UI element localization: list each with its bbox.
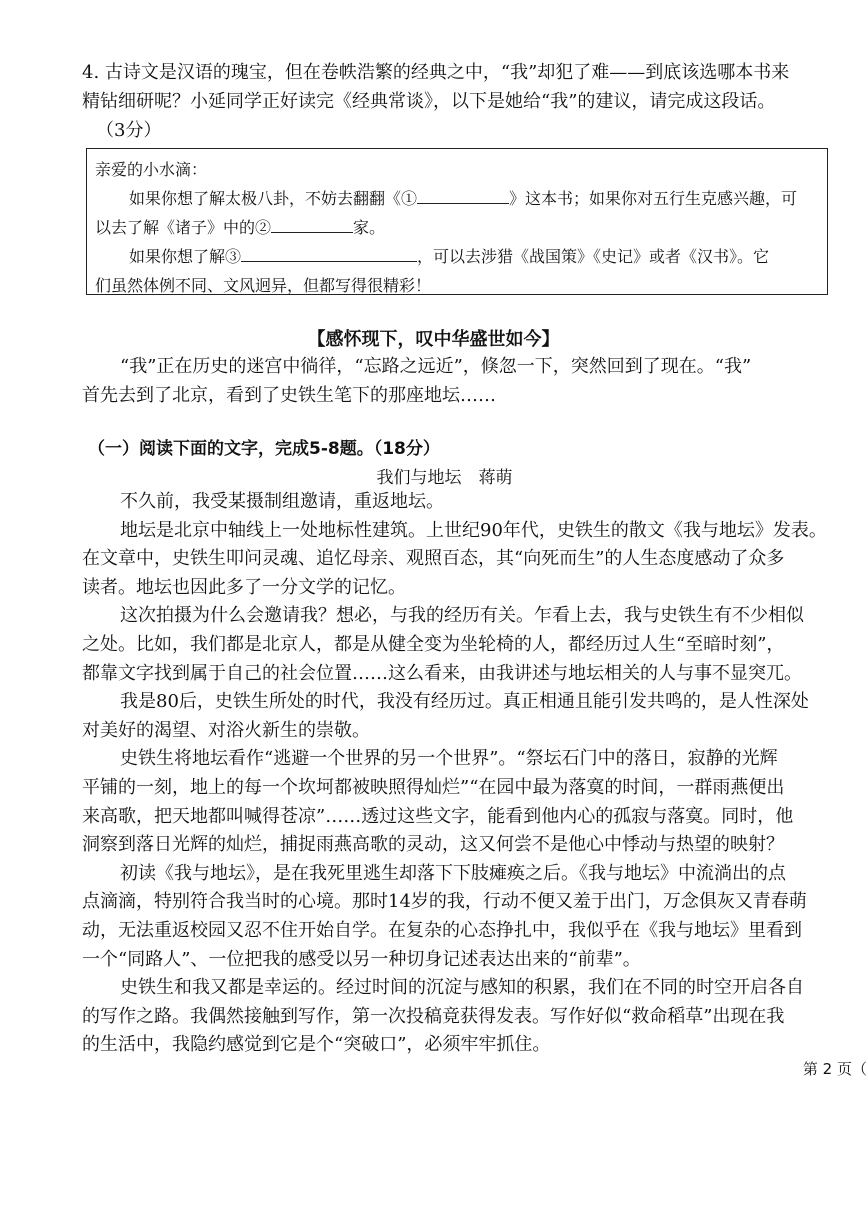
article-line: 在文章中，史铁生叩问灵魂、追忆母亲、观照百态，其“向死而生”的人生态度感动了众多 xyxy=(82,548,785,570)
article-line: 洞察到落日光辉的灿烂，捕捉雨燕高歌的灵动，这又何尝不是他心中悸动与热望的映射？ xyxy=(82,834,784,856)
article-line: 来高歌，把天地都叫喊得苍凉”……透过这些文字，能看到他内心的孤寂与落寞。同时，他 xyxy=(82,805,794,827)
part-heading: （一）阅读下面的文字，完成5-8题。（18分） xyxy=(88,439,440,459)
article-line: 的生活中，我隐约感觉到它是个“突破口”，必须牢牢抓住。 xyxy=(82,1034,551,1056)
letter-line-1-end: 》这本书；如果你对五行生克感兴趣，可 xyxy=(509,189,798,208)
letter-line-1 xyxy=(95,184,817,213)
article-line: 都靠文字找到属于自己的社会位置……这么看来，由我讲述与地坛相关的人与事不显突兀。 xyxy=(82,662,802,684)
letter-line-3-start: 如果你想了解③ xyxy=(129,247,242,266)
article-line: 读者。地坛也因此多了一分文学的记忆。 xyxy=(82,576,406,598)
section-title: 【感怀现下，叹中华盛世如今】 xyxy=(307,329,560,350)
answer-blank-1[interactable] xyxy=(417,185,509,204)
article-line: 不久前，我受某摄制组邀请，重返地坛。 xyxy=(120,491,444,512)
article-line: 对美好的渴望、对浴火新生的崇敬。 xyxy=(82,719,370,741)
page-number: 第 2 页（ xyxy=(802,1060,867,1078)
article-line: 初读《我与地坛》，是在我死里逃生却落下下肢瘫痪之后。《我与地坛》中流淌出的点 xyxy=(120,862,786,884)
question-4-line-1: 4. 古诗文是汉语的瑰宝，但在卷帙浩繁的经典之中，“我”却犯了难——到底该选哪本书来 xyxy=(82,62,790,83)
article-line: 之处。比如，我们都是北京人，都是从健全变为坐轮椅的人，都经历过人生“至暗时刻”， xyxy=(82,633,785,655)
article-line: 史铁生和我又都是幸运的。经过时间的沉淀与感知的积累，我们在不同的时空开启各自 xyxy=(120,977,804,999)
letter-line-3-end: ，可以去涉猎《战国策》《史记》或者《汉书》。它 xyxy=(417,247,770,266)
letter-line-3 xyxy=(95,242,817,271)
article-title: 我们与地坛 蒋萌 xyxy=(376,468,513,488)
article-line: 地坛是北京中轴线上一处地标性建筑。上世纪90年代，史铁生的散文《我与地坛》发表。 xyxy=(120,519,827,541)
intro-line-2: 首先去到了北京，看到了史铁生笔下的那座地坛…… xyxy=(82,385,496,406)
letter-greeting: 亲爱的小水滴： xyxy=(95,160,208,179)
question-4-line-2: 精钻细研呢？小延同学正好读完《经典常谈》，以下是她给“我”的建议，请完成这段话。 xyxy=(82,91,776,112)
article-line: 一个“同路人”、一位把我的感受以另一种切身记述表达出来的“前辈”。 xyxy=(82,948,641,970)
question-4 xyxy=(82,58,842,145)
section-intro xyxy=(82,352,842,410)
answer-blank-2[interactable] xyxy=(271,214,353,233)
article-line: 史铁生将地坛看作“逃避一个世界的另一个世界”。“祭坛石门中的落日，寂静的光辉 xyxy=(120,748,778,770)
article-line: 我是80后，史铁生所处的时代，我没有经历过。真正相通且能引发共鸣的，是人性深处 xyxy=(120,691,809,713)
article-body xyxy=(82,488,844,1060)
answer-blank-3[interactable] xyxy=(241,243,417,262)
letter-line-1-start: 如果你想了解太极八卦，不妨去翻翻《① xyxy=(129,189,418,208)
article-line: 动，无法重返校园又忍不住开始自学。在复杂的心态挣扎中，我似乎在《我与地坛》里看到 xyxy=(82,919,802,941)
question-4-score: （3分） xyxy=(96,120,162,141)
letter-line-4: 们虽然体例不同、文风迥异，但都写得很精彩！ xyxy=(95,276,432,295)
letter-line-2-end: 家。 xyxy=(353,218,386,237)
article-line: 这次拍摄为什么会邀请我？想必，与我的经历有关。乍看上去，我与史铁生有不少相似 xyxy=(120,605,804,627)
article-line: 点滴滴，特别符合我当时的心境。那时14岁的我，行动不便又羞于出门，万念俱灰又青春萌 xyxy=(82,891,807,913)
letter-box xyxy=(86,148,828,295)
article-line: 平铺的一刻，地上的每一个坎坷都被映照得灿烂”“在园中最为落寞的时间，一群雨燕便出 xyxy=(82,776,785,798)
article-line: 的写作之路。我偶然接触到写作，第一次投稿竟获得发表。写作好似“救命稻草”出现在我 xyxy=(82,1005,785,1027)
letter-line-2-start: 以去了解《诸子》中的② xyxy=(95,218,272,237)
intro-line-1: “我”正在历史的迷宫中徜徉，“忘路之远近”，倏忽一下，突然回到了现在。“我” xyxy=(120,356,752,377)
letter-line-2 xyxy=(95,213,817,242)
